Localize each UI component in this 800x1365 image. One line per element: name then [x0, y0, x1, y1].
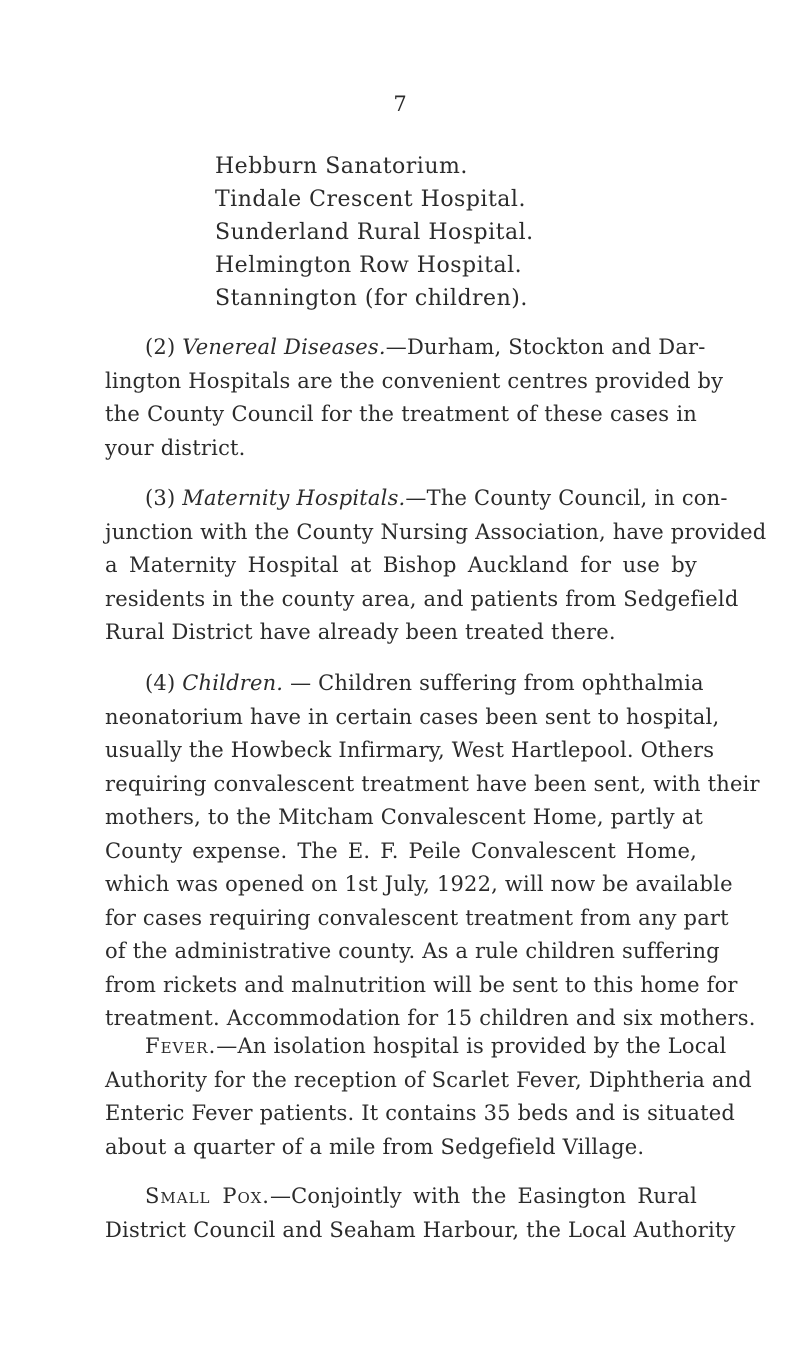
list-item: Hebburn Sanatorium.: [215, 154, 468, 179]
text-line: requiring convalescent treatment have been sent, with their: [105, 771, 760, 796]
text-line: Authority for the reception of Scarlet Fever, Diphtheria and: [105, 1067, 752, 1092]
text-line: —Durham, Stockton and Dar-: [385, 335, 706, 359]
section-heading: Fever.: [145, 1034, 217, 1058]
children-paragraph: [105, 667, 760, 1036]
text-line: neonatorium have in certain cases been sent to hospital,: [105, 704, 720, 729]
text-line: lington Hospitals are the convenient centres provided by: [105, 368, 724, 393]
text-line: District Council and Seaham Harbour, the Local Authority: [105, 1217, 736, 1242]
text-line: residents in the county area, and patients from Sedgefield: [105, 586, 739, 611]
text-line: County expense. The E. F. Peile Convalescent Home,: [105, 838, 697, 863]
list-item: Stannington (for children).: [215, 286, 528, 311]
list-item: Helmington Row Hospital.: [215, 253, 523, 278]
page-number: 7: [393, 92, 407, 116]
section-heading: Small Pox.: [145, 1184, 270, 1208]
list-item: Tindale Crescent Hospital.: [215, 187, 526, 212]
text-line: your district.: [105, 435, 246, 460]
text-line: a Maternity Hospital at Bishop Auckland for use by: [105, 553, 697, 577]
section-heading: Children.: [182, 671, 284, 695]
text-line: usually the Howbeck Infirmary, West Hartlepool. Others: [105, 738, 715, 762]
venereal-diseases-paragraph: [105, 331, 724, 465]
text-line: —Conjointly with the Easington Rural: [269, 1184, 697, 1208]
paragraph-number: (3): [145, 486, 176, 510]
small-pox-paragraph: [105, 1180, 736, 1247]
text-line: for cases requiring convalescent treatment from any part: [105, 905, 729, 930]
text-line: the County Council for the treatment of these cases in: [105, 402, 697, 426]
text-line: of the administrative county. As a rule children suffering: [105, 939, 720, 963]
text-line: junction with the County Nursing Association, have provided: [105, 519, 767, 544]
text-line: —The County Council, in con-: [405, 486, 728, 510]
text-line: which was opened on 1st July, 1922, will now be available: [105, 872, 733, 896]
text-line: —An isolation hospital is provided by the Local: [216, 1034, 727, 1058]
text-line: mothers, to the Mitcham Convalescent Home, partly at: [105, 805, 704, 829]
text-line: Rural District have already been treated there.: [105, 620, 616, 644]
section-heading: Venereal Diseases.: [182, 335, 386, 359]
fever-paragraph: [105, 1030, 752, 1164]
paragraph-number: (4): [145, 671, 176, 695]
text-line: treatment. Accommodation for 15 children and six mothers.: [105, 1006, 756, 1030]
list-item: Sunderland Rural Hospital.: [215, 220, 534, 245]
text-line: about a quarter of a mile from Sedgefield Village.: [105, 1134, 645, 1159]
paragraph-number: (2): [145, 335, 176, 359]
text-line: — Children suffering from ophthalmia: [283, 671, 704, 695]
maternity-hospitals-paragraph: [105, 482, 767, 650]
text-line: from rickets and malnutrition will be sent to this home for: [105, 972, 738, 997]
text-line: Enteric Fever patients. It contains 35 beds and is situated: [105, 1101, 735, 1125]
section-heading: Maternity Hospitals.: [182, 486, 406, 510]
hospital-list: [215, 150, 534, 315]
